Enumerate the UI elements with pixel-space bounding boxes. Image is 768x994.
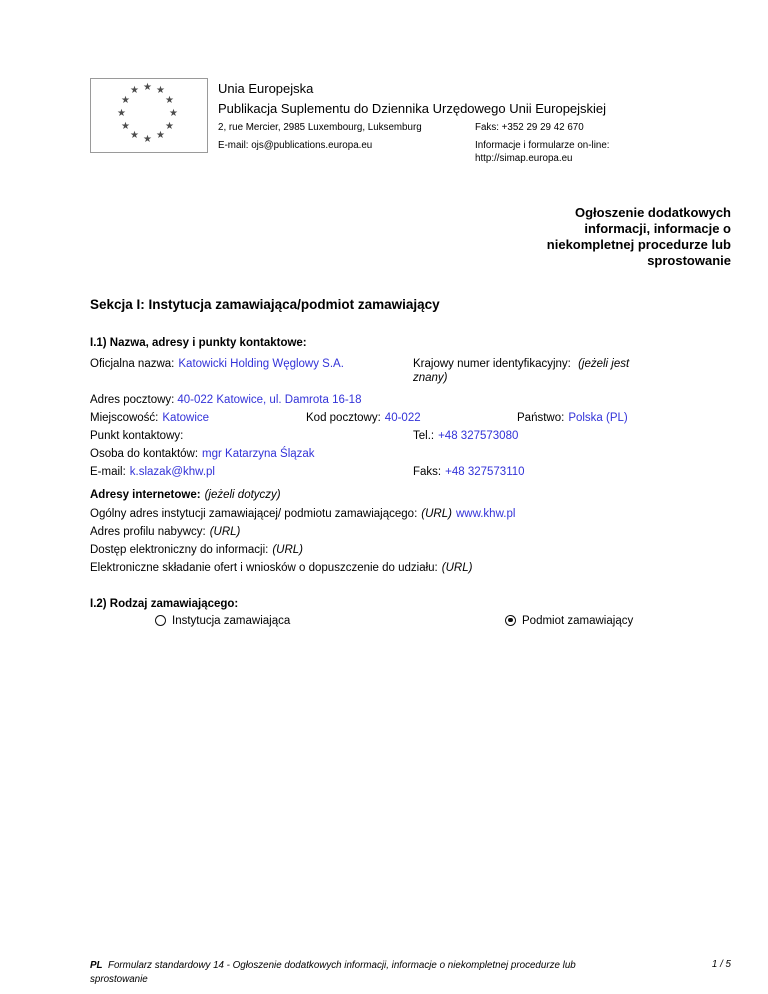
section-i1-heading: I.1) Nazwa, adresy i punkty kontaktowe: — [90, 337, 307, 349]
eu-star-icon: ★ — [143, 82, 152, 93]
buyer-profile-label: Adres profilu nabywcy: — [90, 526, 206, 538]
electronic-submission-label: Elektroniczne składanie ofert i wniosków o dopuszczenie do udziału: — [90, 562, 438, 574]
section-1-heading: Sekcja I: Instytucja zamawiająca/podmiot zamawiający — [90, 297, 440, 312]
notice-title — [401, 205, 731, 269]
country-value: Polska (PL) — [568, 412, 628, 424]
electronic-submission-note: (URL) — [441, 562, 473, 574]
radio-option-label: Instytucja zamawiająca — [172, 615, 291, 627]
eu-star-icon: ★ — [169, 108, 178, 119]
general-url-value[interactable]: www.khw.pl — [455, 508, 516, 520]
electronic-access-row — [90, 543, 303, 557]
tel-value: +48 327573080 — [438, 430, 519, 442]
eu-star-icon: ★ — [156, 130, 165, 141]
eu-star-icon: ★ — [165, 121, 174, 132]
city-row — [90, 411, 209, 425]
radio-option-instytucja-zamawiajaca[interactable] — [155, 613, 290, 627]
country-row — [517, 411, 628, 425]
header-online-info: Informacje i formularze on-line: http://simap.europa.eu — [475, 140, 610, 164]
footer-line-2: sprostowanie — [90, 974, 148, 985]
postal-address-label: Adres pocztowy: — [90, 394, 175, 406]
postal-address-row — [90, 393, 361, 407]
eu-flag-icon — [90, 78, 208, 153]
postal-address-value: 40-022 Katowice, ul. Damrota 16-18 — [177, 394, 362, 406]
internet-addresses-note: (jeżeli dotyczy) — [204, 489, 281, 501]
contact-person-value: mgr Katarzyna Ślązak — [202, 448, 315, 460]
eu-star-icon: ★ — [121, 95, 130, 106]
city-value: Katowice — [162, 412, 210, 424]
electronic-submission-row — [90, 561, 472, 575]
general-url-row — [90, 507, 515, 521]
contact-point-label: Punkt kontaktowy: — [90, 430, 184, 442]
internet-addresses-row — [90, 488, 281, 502]
header-ojs-email: E-mail: ojs@publications.europa.eu — [218, 140, 373, 151]
postal-code-label: Kod pocztowy: — [306, 412, 381, 424]
tel-row — [413, 429, 518, 443]
official-name-label: Oficjalna nazwa: — [90, 358, 175, 370]
official-name-row — [90, 357, 344, 371]
eu-star-icon: ★ — [156, 85, 165, 96]
electronic-access-label: Dostęp elektroniczny do informacji: — [90, 544, 269, 556]
eu-star-icon: ★ — [130, 130, 139, 141]
city-label: Miejscowość: — [90, 412, 159, 424]
national-id-row — [413, 357, 665, 385]
national-id-label: Krajowy numer identyfikacyjny: — [413, 358, 571, 370]
country-label: Państwo: — [517, 412, 565, 424]
section-i2-heading: I.2) Rodzaj zamawiającego: — [90, 598, 239, 610]
general-url-note: (URL) — [421, 508, 452, 520]
postal-code-value: 40-022 — [384, 412, 421, 424]
fax-row — [413, 465, 525, 479]
radio-option-label: Podmiot zamawiający — [522, 615, 634, 627]
contact-person-label: Osoba do kontaktów: — [90, 448, 199, 460]
page-number: 1 / 5 — [711, 959, 731, 970]
footer-form-title: Formularz standardowy 14 - Ogłoszenie dodatkowych informacji, informacje o niekompletnej procedurze lub — [107, 960, 576, 971]
contact-person-row — [90, 447, 315, 461]
national-id-note: (jeżeli jest znany) — [413, 358, 630, 384]
eu-star-icon: ★ — [143, 134, 152, 145]
email-value[interactable]: k.slazak@khw.pl — [129, 466, 215, 478]
notice-title-line: informacji, informacje o — [584, 221, 731, 236]
tel-label: Tel.: — [413, 430, 435, 442]
notice-title-line: Ogłoszenie dodatkowych — [574, 205, 731, 220]
radio-icon[interactable] — [155, 615, 166, 626]
footer-line-1 — [90, 959, 576, 973]
internet-addresses-label: Adresy internetowe: — [90, 489, 201, 501]
electronic-access-note: (URL) — [272, 544, 304, 556]
radio-selected-icon[interactable] — [505, 615, 516, 626]
notice-title-line: niekompletnej procedurze lub — [546, 237, 731, 252]
radio-option-podmiot-zamawiajacy[interactable] — [505, 613, 633, 627]
general-url-label: Ogólny adres instytucji zamawiającej/ podmiotu zamawiającego: — [90, 508, 418, 520]
eu-star-icon: ★ — [121, 121, 130, 132]
official-name-value: Katowicki Holding Węglowy S.A. — [178, 358, 344, 370]
eu-star-icon: ★ — [130, 85, 139, 96]
fax-label: Faks: — [413, 466, 442, 478]
buyer-profile-note: (URL) — [209, 526, 241, 538]
footer-language-code: PL — [90, 960, 103, 971]
buyer-profile-row — [90, 525, 240, 539]
contact-point-row — [90, 429, 183, 443]
eu-star-icon: ★ — [117, 108, 126, 119]
header-org-line1: Unia Europejska — [218, 81, 314, 96]
email-row — [90, 465, 215, 479]
header-address: 2, rue Mercier, 2985 Luxembourg, Luksemburg — [218, 122, 422, 133]
fax-value: +48 327573110 — [445, 466, 525, 478]
eu-star-icon: ★ — [165, 95, 174, 106]
postal-code-row — [306, 411, 421, 425]
header-org-line2: Publikacja Suplementu do Dziennika Urzędowego Unii Europejskiej — [218, 101, 607, 116]
header-fax: Faks: +352 29 29 42 670 — [475, 122, 584, 133]
notice-title-line: sprostowanie — [647, 253, 731, 268]
email-label: E-mail: — [90, 466, 126, 478]
